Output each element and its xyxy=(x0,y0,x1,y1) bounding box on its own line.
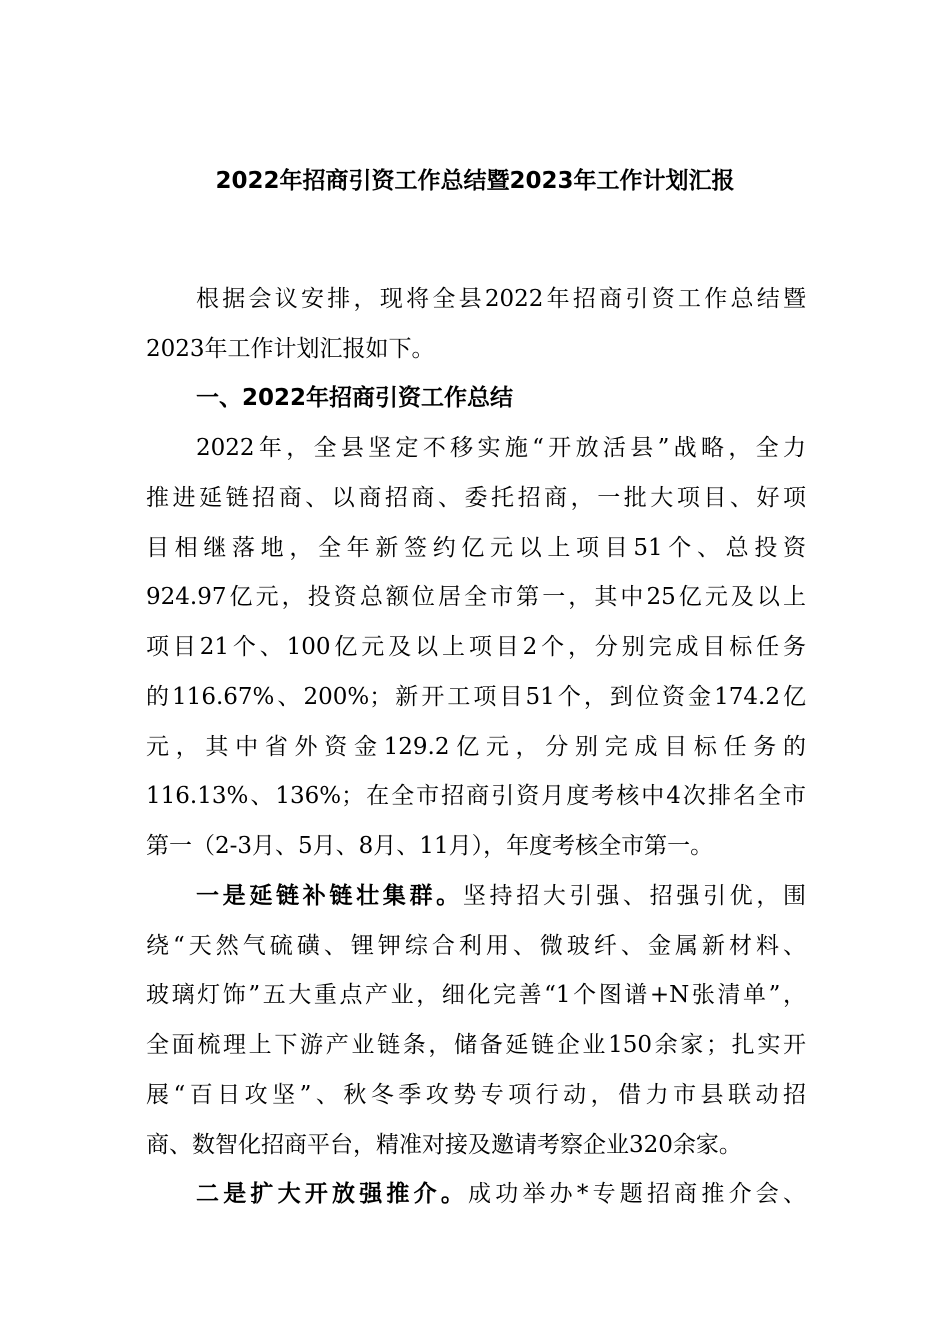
para1-line-3: 目相继落地，全年新签约亿元以上项目51个、总投资 xyxy=(146,535,806,561)
para2-line-1-text: 坚持招大引强、招强引优，围 xyxy=(462,883,807,909)
para1-line-6: 的116.67%、200%；新开工项目51个，到位资金174.2亿 xyxy=(146,684,806,710)
section-heading: 一、2022年招商引资工作总结 xyxy=(196,385,514,411)
para2-line-1 xyxy=(196,879,806,913)
para1-line-9: 第一（2-3月、5月、8月、11月），年度考核全市第一。 xyxy=(146,833,714,859)
para2-lead: 一是延链补链壮集群。 xyxy=(196,883,463,909)
para2-line-4: 全面梳理上下游产业链条，储备延链企业150余家；扎实开 xyxy=(146,1032,806,1058)
para3-line-1 xyxy=(196,1177,806,1211)
para1-line-2: 推进延链招商、以商招商、委托招商，一批大项目、好项 xyxy=(146,485,806,511)
para1-line-7: 元，其中省外资金129.2亿元，分别完成目标任务的 xyxy=(146,734,806,760)
para1-line-5: 项目21个、100亿元及以上项目2个，分别完成目标任务 xyxy=(146,634,806,660)
para2-line-2: 绕“天然气硫磺、锂钾综合利用、微玻纤、金属新材料、 xyxy=(146,933,806,959)
para2-line-5: 展“百日攻坚”、秋冬季攻势专项行动，借力市县联动招 xyxy=(146,1082,806,1108)
para3-line-1-text: 成功举办*专题招商推介会、 xyxy=(468,1181,807,1207)
para1-line-8: 116.13%、136%；在全市招商引资月度考核中4次排名全市 xyxy=(146,783,806,809)
para2-line-3: 玻璃灯饰”五大重点产业，细化完善“1个图谱+N张清单”， xyxy=(146,982,806,1008)
intro-line-2: 2023年工作计划汇报如下。 xyxy=(146,336,435,362)
para3-lead: 二是扩大开放强推介。 xyxy=(196,1181,469,1207)
para1-line-1: 2022年，全县坚定不移实施“开放活县”战略，全力 xyxy=(196,435,806,461)
document-title: 2022年招商引资工作总结暨2023年工作计划汇报 xyxy=(215,168,735,194)
intro-line-1: 根据会议安排，现将全县2022年招商引资工作总结暨 xyxy=(196,286,806,312)
para1-line-4: 924.97亿元，投资总额位居全市第一，其中25亿元及以上 xyxy=(146,584,806,610)
para2-line-6: 商、数智化招商平台，精准对接及邀请考察企业320余家。 xyxy=(146,1132,742,1158)
